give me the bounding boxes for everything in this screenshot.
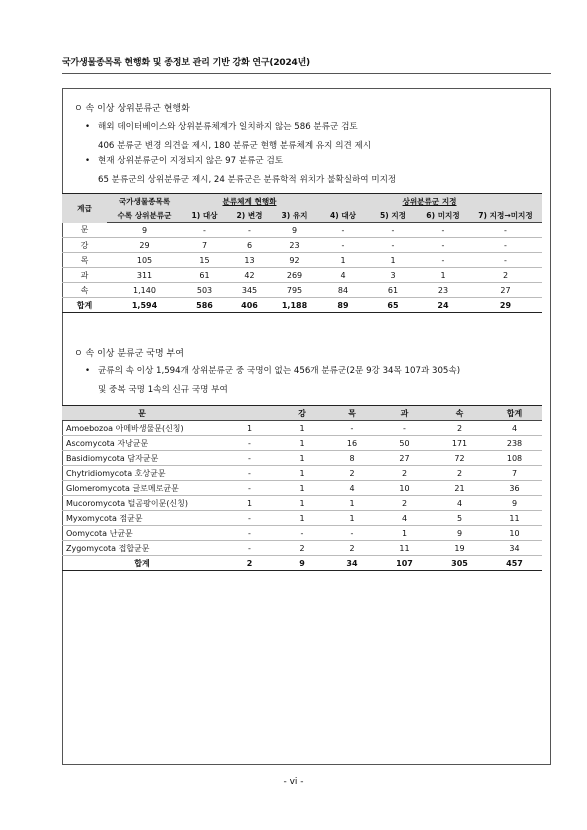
- total-row: [62, 556, 542, 571]
- header-family: 과: [377, 406, 432, 421]
- table-row: [62, 451, 542, 466]
- cell: 23: [417, 283, 469, 298]
- cell: 311: [107, 268, 182, 283]
- header-rank: 계급: [62, 194, 107, 223]
- subheader: 6) 미지정: [417, 208, 469, 223]
- cell: 29: [469, 298, 542, 313]
- cell: 171: [432, 436, 487, 451]
- cell: 7: [182, 238, 227, 253]
- header-rule: [62, 73, 551, 74]
- subheader: 2) 변경: [227, 208, 272, 223]
- cell: 11: [377, 541, 432, 556]
- cell: 합계: [62, 298, 107, 313]
- cell: 9: [432, 526, 487, 541]
- cell: 238: [487, 436, 542, 451]
- header-sum: 합계: [487, 406, 542, 421]
- subheader: 1) 대상: [182, 208, 227, 223]
- cell: 2: [377, 466, 432, 481]
- header-group-a: 분류체계 현행화: [182, 194, 317, 209]
- phylum-name: Myxomycota 점균문: [62, 511, 222, 526]
- cell: 1: [222, 496, 277, 511]
- cell: 305: [432, 556, 487, 571]
- cell: -: [327, 526, 377, 541]
- cell: -: [469, 238, 542, 253]
- cell: 9: [487, 496, 542, 511]
- cell: 72: [432, 451, 487, 466]
- bullet-dot: •: [85, 122, 91, 132]
- cell: 21: [432, 481, 487, 496]
- cell: 29: [107, 238, 182, 253]
- cell: 1: [277, 436, 327, 451]
- subheader: 7) 지정→미지정: [469, 208, 542, 223]
- table-row: [62, 496, 542, 511]
- header-list-1: 국가생물종목록: [107, 194, 182, 209]
- cell: -: [222, 436, 277, 451]
- cell: 4: [327, 481, 377, 496]
- cell: 2: [222, 556, 277, 571]
- section1-heading: ㅇ 속 이상 상위분류군 현행화: [74, 104, 190, 114]
- cell: 1: [277, 481, 327, 496]
- phylum-name: Mucoromycota 털곰팡이문(신칭): [62, 496, 222, 511]
- table-row: [62, 421, 542, 436]
- table-row: [62, 526, 542, 541]
- section2-heading: ㅇ 속 이상 분류군 국명 부여: [74, 349, 184, 359]
- cell: 합계: [62, 556, 222, 571]
- cell: 27: [469, 283, 542, 298]
- phylum-name: Ascomycota 자낭균문: [62, 436, 222, 451]
- cell: -: [222, 541, 277, 556]
- cell: -: [222, 526, 277, 541]
- header-genus: 속: [432, 406, 487, 421]
- cell: 3: [369, 268, 417, 283]
- cell: 1: [417, 268, 469, 283]
- cell: 4: [377, 511, 432, 526]
- cell: 16: [327, 436, 377, 451]
- subheader: 3) 유지: [272, 208, 317, 223]
- bullet-line: 및 중복 국명 1속의 신규 국명 부여: [98, 385, 228, 395]
- cell: 34: [327, 556, 377, 571]
- subheader: 4) 대상: [317, 208, 369, 223]
- cell: 795: [272, 283, 317, 298]
- cell: 1: [277, 511, 327, 526]
- header-phylum: 문: [62, 406, 222, 421]
- header-list-2: 수록 상위분류군: [107, 208, 182, 223]
- cell: 23: [272, 238, 317, 253]
- cell: 2: [377, 496, 432, 511]
- cell: 11: [487, 511, 542, 526]
- cell: 9: [272, 223, 317, 238]
- cell: 7: [487, 466, 542, 481]
- cell: 65: [369, 298, 417, 313]
- phylum-name: Glomeromycota 글로메로균문: [62, 481, 222, 496]
- bullet-line: 406 분류군 변경 의견을 제시, 180 분류군 현행 분류체계 유지 의견 제시: [98, 141, 372, 151]
- cell: 과: [62, 268, 107, 283]
- cell: 1,140: [107, 283, 182, 298]
- cell: 1: [277, 466, 327, 481]
- cell: 2: [432, 421, 487, 436]
- cell: -: [277, 526, 327, 541]
- running-header: 국가생물종목록 현행화 및 종정보 관리 기반 강화 연구(2024년): [62, 58, 310, 68]
- table-row: [62, 238, 542, 253]
- bullet-line: 균류의 속 이상 1,594개 상위분류군 중 국명이 없는 456개 분류군(2문 9강 34목 107과 305속): [98, 366, 461, 376]
- table-row: [62, 436, 542, 451]
- cell: 강: [62, 238, 107, 253]
- cell: -: [182, 223, 227, 238]
- table-row: [62, 481, 542, 496]
- cell: 36: [487, 481, 542, 496]
- cell: 4: [317, 268, 369, 283]
- bullet-dot: •: [85, 156, 91, 166]
- cell: 2: [327, 541, 377, 556]
- cell: 269: [272, 268, 317, 283]
- cell: 문: [62, 223, 107, 238]
- cell: 42: [227, 268, 272, 283]
- cell: 15: [182, 253, 227, 268]
- cell: -: [369, 223, 417, 238]
- cell: 10: [487, 526, 542, 541]
- cell: 457: [487, 556, 542, 571]
- bullet-dot: •: [85, 366, 91, 376]
- cell: 34: [487, 541, 542, 556]
- cell: 1: [327, 511, 377, 526]
- page-number: - vi -: [283, 777, 304, 787]
- cell: -: [227, 223, 272, 238]
- cell: 8: [327, 451, 377, 466]
- cell: 13: [227, 253, 272, 268]
- cell: 84: [317, 283, 369, 298]
- table-row: [62, 268, 542, 283]
- cell: 107: [377, 556, 432, 571]
- cell: 89: [317, 298, 369, 313]
- table-row: [62, 223, 542, 238]
- cell: 1: [222, 421, 277, 436]
- cell: 61: [182, 268, 227, 283]
- cell: -: [317, 223, 369, 238]
- cell: 1: [277, 496, 327, 511]
- phylum-name: Zygomycota 접합균문: [62, 541, 222, 556]
- bullet-line: 65 분류군의 상위분류군 제시, 24 분류군은 분류학적 위치가 불확실하여 미지정: [98, 175, 397, 185]
- table-row: [62, 466, 542, 481]
- header-group-b: 상위분류군 지정: [317, 194, 542, 209]
- cell: 1,594: [107, 298, 182, 313]
- cell: -: [317, 238, 369, 253]
- cell: 2: [469, 268, 542, 283]
- cell: -: [327, 421, 377, 436]
- cell: 속: [62, 283, 107, 298]
- cell: -: [417, 253, 469, 268]
- cell: 목: [62, 253, 107, 268]
- cell: 19: [432, 541, 487, 556]
- header-order: 목: [327, 406, 377, 421]
- cell: -: [377, 421, 432, 436]
- phylum-name: Chytridiomycota 호상균문: [62, 466, 222, 481]
- cell: 4: [487, 421, 542, 436]
- cell: 586: [182, 298, 227, 313]
- cell: 108: [487, 451, 542, 466]
- table-row: [62, 283, 542, 298]
- cell: 406: [227, 298, 272, 313]
- cell: 27: [377, 451, 432, 466]
- fungi-naming-table: [62, 405, 542, 571]
- header-blank: [222, 406, 277, 421]
- cell: 1: [327, 496, 377, 511]
- cell: -: [222, 481, 277, 496]
- cell: 503: [182, 283, 227, 298]
- cell: 2: [277, 541, 327, 556]
- bullet-line: 현재 상위분류군이 지정되지 않은 97 분류군 검토: [98, 156, 284, 166]
- cell: 61: [369, 283, 417, 298]
- cell: 50: [377, 436, 432, 451]
- cell: 9: [277, 556, 327, 571]
- cell: 24: [417, 298, 469, 313]
- table-row: [62, 253, 542, 268]
- total-row: [62, 298, 542, 313]
- table-row: [62, 511, 542, 526]
- cell: 1,188: [272, 298, 317, 313]
- section1-bullet-2: [85, 152, 397, 190]
- cell: 345: [227, 283, 272, 298]
- cell: 105: [107, 253, 182, 268]
- cell: 1: [277, 421, 327, 436]
- cell: 2: [327, 466, 377, 481]
- cell: 1: [277, 451, 327, 466]
- cell: -: [222, 451, 277, 466]
- cell: 10: [377, 481, 432, 496]
- cell: 6: [227, 238, 272, 253]
- cell: -: [369, 238, 417, 253]
- cell: -: [222, 511, 277, 526]
- bullet-line: 해외 데이터베이스와 상위분류체계가 일치하지 않는 586 분류군 검토: [98, 122, 358, 132]
- cell: 2: [432, 466, 487, 481]
- section1-bullet-1: [85, 118, 372, 156]
- cell: 1: [377, 526, 432, 541]
- cell: 92: [272, 253, 317, 268]
- table-row: [62, 541, 542, 556]
- cell: -: [222, 466, 277, 481]
- cell: -: [469, 253, 542, 268]
- cell: 9: [107, 223, 182, 238]
- cell: 5: [432, 511, 487, 526]
- subheader: 5) 지정: [369, 208, 417, 223]
- phylum-name: Oomycota 난균문: [62, 526, 222, 541]
- phylum-name: Basidiomycota 담자균문: [62, 451, 222, 466]
- cell: -: [417, 223, 469, 238]
- cell: 1: [369, 253, 417, 268]
- taxon-update-table: [62, 193, 542, 313]
- cell: 1: [317, 253, 369, 268]
- header-class: 강: [277, 406, 327, 421]
- cell: -: [469, 223, 542, 238]
- phylum-name: Amoebozoa 아메바생물문(신칭): [62, 421, 222, 436]
- cell: -: [417, 238, 469, 253]
- section2-bullet: [85, 362, 461, 400]
- cell: 4: [432, 496, 487, 511]
